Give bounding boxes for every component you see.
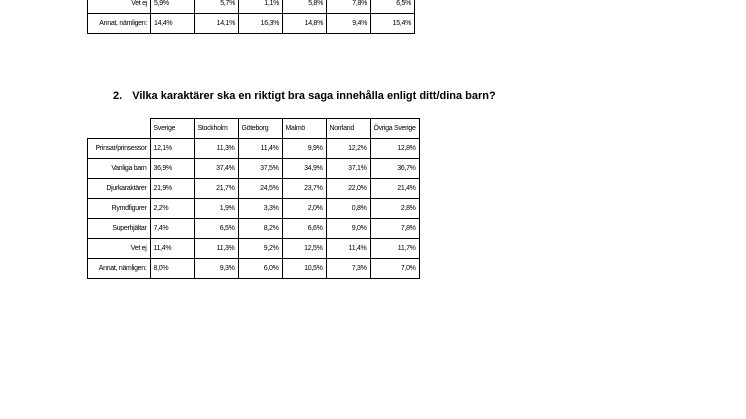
table-cell: 6,5% <box>194 219 238 239</box>
corner-cell <box>88 119 151 139</box>
table-cell: 14,4% <box>151 14 195 34</box>
table-cell: 37,1% <box>326 159 370 179</box>
table-cell: 15,4% <box>371 14 415 34</box>
table-cell: 7,4% <box>150 219 194 239</box>
table-cell: 21,9% <box>150 179 194 199</box>
table-row <box>88 139 420 159</box>
row-label: Prinsar/prinsessor <box>88 139 151 159</box>
table-cell: 12,2% <box>326 139 370 159</box>
table-row <box>88 259 420 279</box>
column-header: Malmö <box>282 119 326 139</box>
table-cell: 9,4% <box>327 14 371 34</box>
table-cell: 6,0% <box>238 259 282 279</box>
table-cell: 2,0% <box>282 199 326 219</box>
column-header: Göteborg <box>238 119 282 139</box>
table-cell: 2,2% <box>150 199 194 219</box>
table-cell: 2,8% <box>370 199 419 219</box>
table-cell: 34,9% <box>282 159 326 179</box>
table-cell: 12,1% <box>150 139 194 159</box>
header-row <box>88 119 420 139</box>
table-row <box>88 14 415 34</box>
table-cell: 22,0% <box>326 179 370 199</box>
column-header: Övriga Sverige <box>370 119 419 139</box>
table-cell: 21,7% <box>194 179 238 199</box>
table-cell: 12,8% <box>370 139 419 159</box>
row-label: Annat, nämligen: <box>88 259 151 279</box>
column-header: Norrland <box>326 119 370 139</box>
table-cell: 23,7% <box>282 179 326 199</box>
column-header: Sverige <box>150 119 194 139</box>
table-row <box>88 219 420 239</box>
table-cell: 36,9% <box>150 159 194 179</box>
table-cell: 8,2% <box>238 219 282 239</box>
table-cell: 9,9% <box>282 139 326 159</box>
table-cell: 1,1% <box>239 0 283 14</box>
table-row <box>88 0 415 14</box>
table-cell: 5,9% <box>151 0 195 14</box>
table-cell: 6,6% <box>282 219 326 239</box>
table-cell: 11,4% <box>150 239 194 259</box>
row-label: Vet ej <box>88 0 151 14</box>
table-cell: 7,3% <box>326 259 370 279</box>
table-cell: 10,5% <box>282 259 326 279</box>
table-cell: 21,4% <box>370 179 419 199</box>
table-cell: 11,4% <box>326 239 370 259</box>
table-cell: 9,3% <box>194 259 238 279</box>
table-cell: 37,5% <box>238 159 282 179</box>
table-cell: 6,5% <box>371 0 415 14</box>
table-cell: 3,3% <box>238 199 282 219</box>
table-cell: 0,8% <box>326 199 370 219</box>
table-cell: 7,0% <box>370 259 419 279</box>
table-cell: 7,8% <box>370 219 419 239</box>
table-cell: 1,9% <box>194 199 238 219</box>
question-number: 2. <box>113 90 123 102</box>
row-label: Annat, nämligen: <box>88 14 151 34</box>
table-cell: 11,4% <box>238 139 282 159</box>
previous-results-table <box>87 0 415 34</box>
table-cell: 9,2% <box>238 239 282 259</box>
column-header: Stockholm <box>194 119 238 139</box>
table-row <box>88 159 420 179</box>
table-cell: 7,8% <box>327 0 371 14</box>
table-cell: 16,3% <box>239 14 283 34</box>
question-heading <box>113 90 496 102</box>
table-cell: 12,5% <box>282 239 326 259</box>
row-label: Djurkaraktärer <box>88 179 151 199</box>
row-label: Superhjältar <box>88 219 151 239</box>
table-cell: 36,7% <box>370 159 419 179</box>
question-text: Vilka karaktärer ska en riktigt bra saga innehålla enligt ditt/dina barn? <box>132 90 496 102</box>
table-cell: 5,7% <box>195 0 239 14</box>
table-cell: 11,3% <box>194 239 238 259</box>
table-cell: 11,7% <box>370 239 419 259</box>
table-cell: 9,0% <box>326 219 370 239</box>
table-cell: 8,0% <box>150 259 194 279</box>
table-cell: 11,3% <box>194 139 238 159</box>
row-label: Vet ej <box>88 239 151 259</box>
row-label: Vanliga barn <box>88 159 151 179</box>
row-label: Rymdfigurer <box>88 199 151 219</box>
table-cell: 37,4% <box>194 159 238 179</box>
table-cell: 14,1% <box>195 14 239 34</box>
table-row <box>88 199 420 219</box>
table-row <box>88 239 420 259</box>
results-table <box>87 118 420 279</box>
table-cell: 14,8% <box>283 14 327 34</box>
table-cell: 5,8% <box>283 0 327 14</box>
table-row <box>88 179 420 199</box>
table-cell: 24,5% <box>238 179 282 199</box>
